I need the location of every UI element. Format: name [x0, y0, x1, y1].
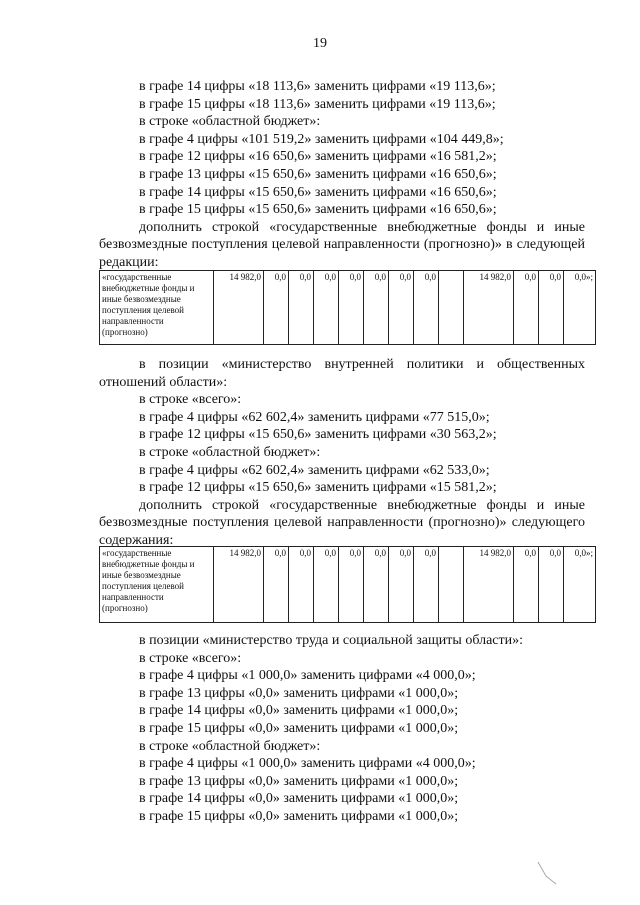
table-cell: 14 982,0: [214, 271, 264, 345]
table-cell: 0,0: [514, 547, 539, 623]
text-line: в графе 4 цифры «62 602,4» заменить цифрами «62 533,0»;: [139, 462, 490, 478]
text-line: в графе 4 цифры «1 000,0» заменить цифрами «4 000,0»;: [139, 756, 476, 772]
table-cell: 14 982,0: [464, 547, 514, 623]
table-cell: 0,0: [289, 547, 314, 623]
table-cell: 0,0: [389, 271, 414, 345]
table-cell: 0,0: [314, 271, 339, 345]
text-line: в графе 12 цифры «16 650,6» заменить цифрами «16 581,2»;: [139, 149, 497, 165]
paragraph-add-row-2: дополнить строкой «государственные внебюджетные фонды и иные безвозмездные поступления целевой направленности (прогнозно)» следующего содержания:: [99, 497, 585, 548]
table-cell: 0,0: [389, 547, 414, 623]
text-line: в позиции «министерство труда и социальной защиты области»:: [139, 633, 524, 648]
table-cell-name: «государственные внебюджетные фонды и иные безвозмездные поступления целевой направленности (прогнозно): [100, 271, 214, 345]
table-cell: 0,0: [414, 271, 439, 345]
table-cell: 0,0: [364, 271, 389, 345]
text-line: в графе 14 цифры «15 650,6» заменить цифрами «16 650,6»;: [139, 184, 497, 200]
inserted-row-table-2: [99, 546, 596, 623]
text-line: в графе 14 цифры «18 113,6» заменить цифрами «19 113,6»;: [139, 79, 496, 94]
table-cell: 0,0: [514, 271, 539, 345]
text-line: в строке «областной бюджет»:: [139, 444, 321, 460]
text-line: в графе 14 цифры «0,0» заменить цифрами «1 000,0»;: [139, 703, 459, 719]
table-cell-name: «государственные внебюджетные фонды и иные безвозмездные поступления целевой направленности (прогнозно): [100, 547, 214, 623]
text-line: в графе 15 цифры «0,0» заменить цифрами «1 000,0»;: [139, 808, 459, 824]
text-line: в графе 12 цифры «15 650,6» заменить цифрами «30 563,2»;: [139, 427, 497, 443]
amendments-block-3: [99, 632, 585, 826]
table-cell: 0,0: [264, 547, 289, 623]
text-line: в графе 4 цифры «62 602,4» заменить цифрами «77 515,0»;: [139, 409, 490, 425]
table-cell: 0,0»;: [564, 547, 596, 623]
amendments-block-1: [99, 78, 585, 272]
text-line: в строке «областной бюджет»:: [139, 114, 321, 130]
text-line: в строке «всего»:: [139, 650, 242, 666]
text-line: в графе 15 цифры «15 650,6» заменить цифрами «16 650,6»;: [139, 202, 497, 218]
text-line: в графе 15 цифры «18 113,6» заменить цифрами «19 113,6»;: [139, 96, 496, 112]
table-cell: 14 982,0: [464, 271, 514, 345]
scan-mark-icon: [536, 858, 560, 888]
table-row: [100, 547, 596, 623]
text-line: в графе 4 цифры «101 519,2» заменить цифрами «104 449,8»;: [139, 131, 504, 147]
page-number: 19: [313, 36, 327, 51]
paragraph-add-row-1: дополнить строкой «государственные внебюджетные фонды и иные безвозмездные поступления целевой направленности (прогнозно)» в следующей редакции:: [99, 219, 585, 270]
text-line: в графе 13 цифры «0,0» заменить цифрами «1 000,0»;: [139, 685, 459, 701]
table-cell: 0,0: [539, 547, 564, 623]
table-cell: 0,0: [339, 547, 364, 623]
text-line: в графе 15 цифры «0,0» заменить цифрами «1 000,0»;: [139, 720, 459, 736]
amendments-block-2: [99, 356, 585, 550]
text-line: в графе 13 цифры «0,0» заменить цифрами «1 000,0»;: [139, 773, 459, 789]
table-cell: 0,0: [414, 547, 439, 623]
table-cell-empty: [439, 271, 464, 345]
table-cell: 0,0: [264, 271, 289, 345]
table-cell: 0,0»;: [564, 271, 596, 345]
inserted-row-table-1: [99, 270, 596, 345]
table-cell: 0,0: [364, 547, 389, 623]
table-cell: 0,0: [314, 547, 339, 623]
paragraph-position-ministry-internal-policy: в позиции «министерство внутренней политики и общественных отношений области»:: [99, 357, 585, 390]
table-cell-empty: [439, 547, 464, 623]
table-cell: 0,0: [339, 271, 364, 345]
text-line: в строке «областной бюджет»:: [139, 738, 321, 754]
table-row: [100, 271, 596, 345]
table-cell: 14 982,0: [214, 547, 264, 623]
text-line: в графе 14 цифры «0,0» заменить цифрами «1 000,0»;: [139, 791, 459, 807]
text-line: в строке «всего»:: [139, 392, 242, 408]
text-line: в графе 13 цифры «15 650,6» заменить цифрами «16 650,6»;: [139, 166, 497, 182]
table-cell: 0,0: [289, 271, 314, 345]
table-cell: 0,0: [539, 271, 564, 345]
text-line: в графе 4 цифры «1 000,0» заменить цифрами «4 000,0»;: [139, 668, 476, 684]
text-line: в графе 12 цифры «15 650,6» заменить цифрами «15 581,2»;: [139, 480, 497, 496]
